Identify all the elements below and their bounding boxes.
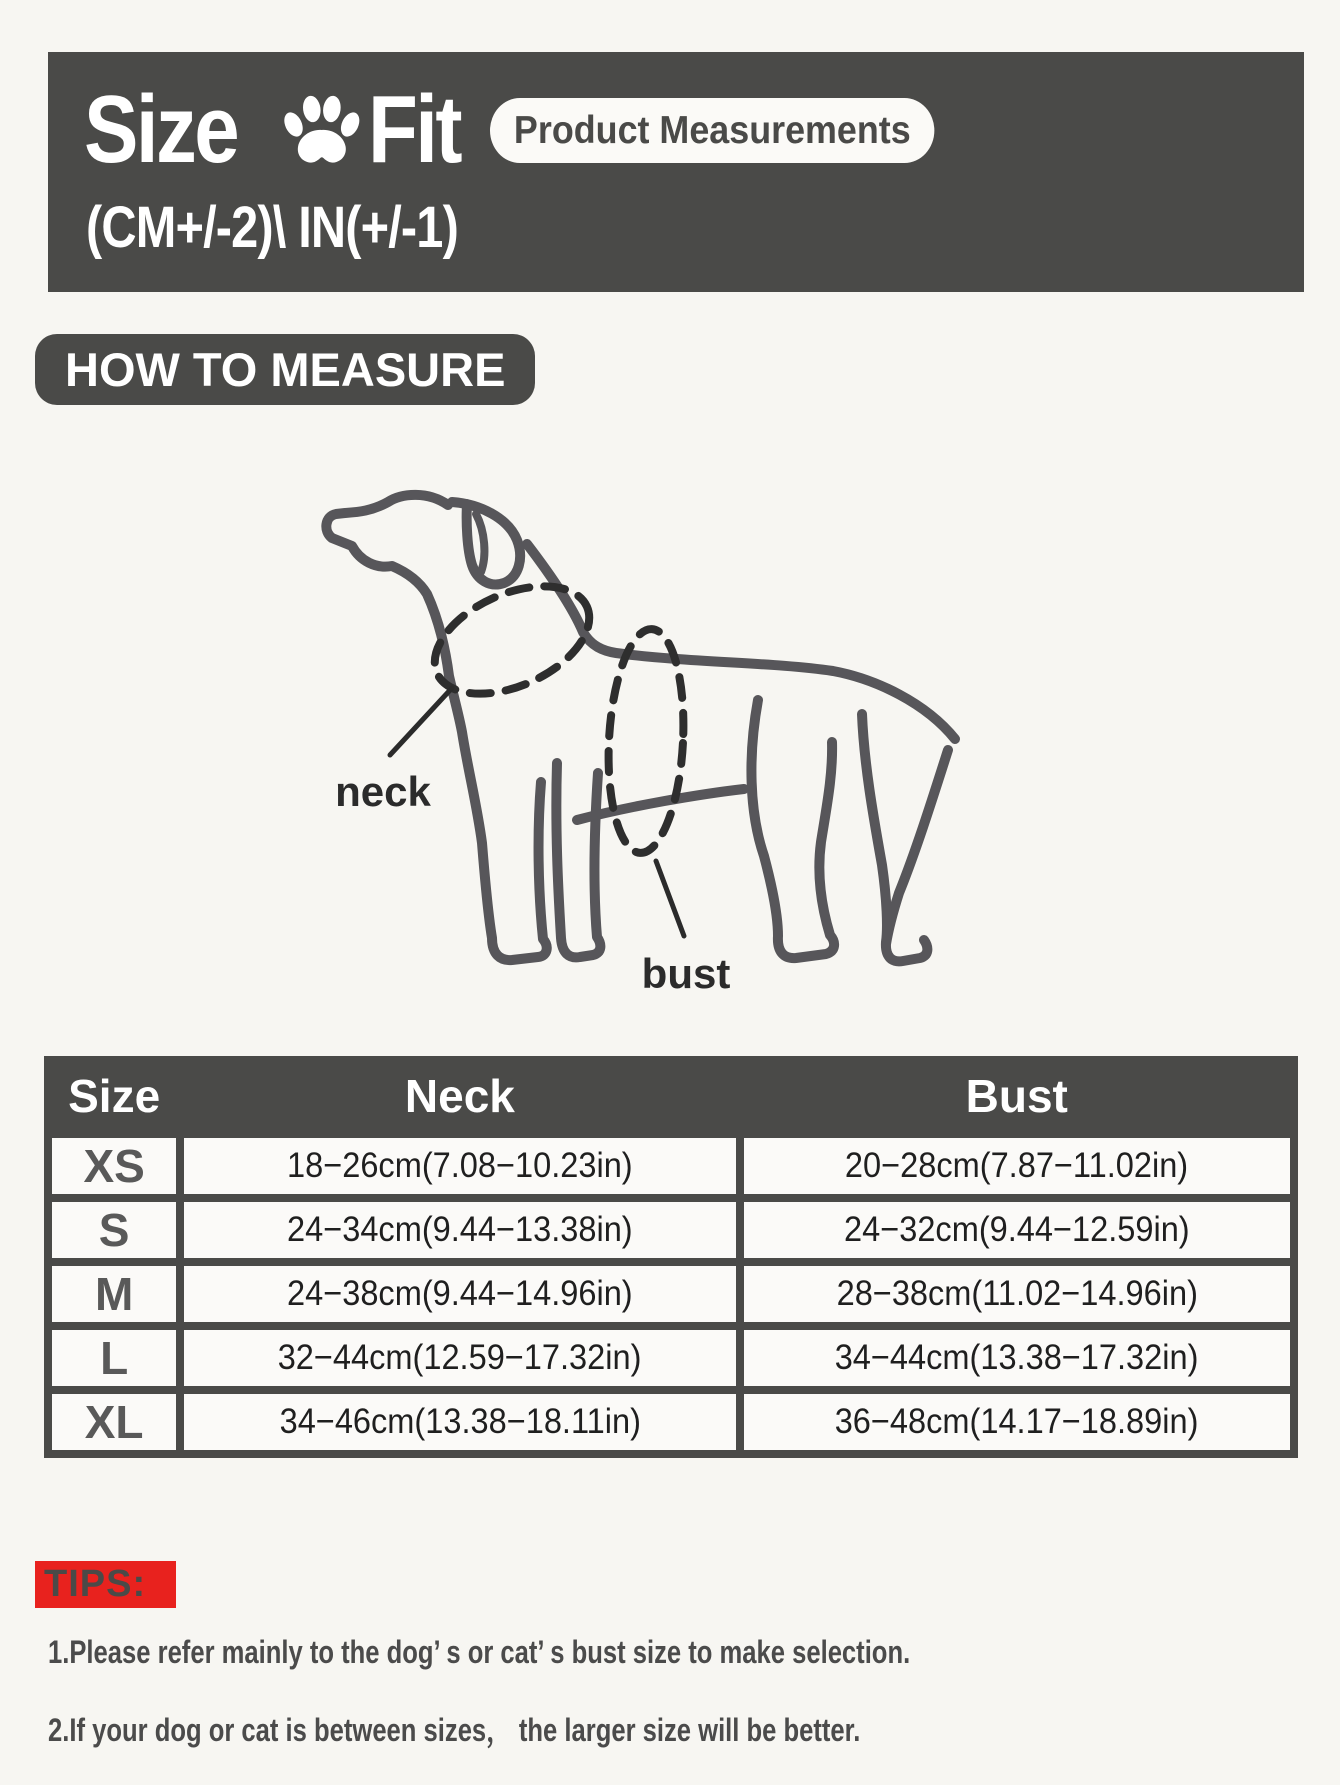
size-table [44, 1056, 1298, 1458]
title-fit: Fit [368, 76, 461, 183]
bust-pointer-line [656, 861, 684, 936]
paw-icon [274, 88, 366, 172]
product-measurements-badge: Product Measurements [490, 98, 935, 163]
size-row-l [48, 1326, 1294, 1390]
neck-pointer-line [390, 688, 452, 755]
neck-cell: 34−46cm(13.38−18.11in) [180, 1390, 739, 1454]
dog-near-hind-leg [751, 700, 834, 958]
size-row-xl [48, 1390, 1294, 1454]
dog-belly-line [577, 789, 744, 820]
title-size: Size [84, 76, 238, 183]
col-header-neck: Neck [180, 1060, 739, 1134]
tip-1: 1.Please refer mainly to the dog’ s or cat’ s bust size to make selection. [48, 1634, 911, 1670]
size-cell: M [48, 1262, 180, 1326]
dog-measure-diagram [285, 425, 965, 1015]
neck-cell: 24−38cm(9.44−14.96in) [180, 1262, 739, 1326]
bust-measure-ellipse [603, 627, 689, 855]
neck-label: neck [335, 768, 431, 815]
dog-far-front-leg [556, 763, 600, 957]
bust-cell: 36−48cm(14.17−18.89in) [740, 1390, 1294, 1454]
size-cell: XL [48, 1390, 180, 1454]
dog-ear-fold [476, 514, 484, 572]
bust-cell: 34−44cm(13.38−17.32in) [740, 1326, 1294, 1390]
bust-cell: 28−38cm(11.02−14.96in) [740, 1262, 1294, 1326]
tip-2: 2.If your dog or cat is between sizes， the larger size will be better. [48, 1712, 861, 1748]
size-row-xs [48, 1134, 1294, 1198]
bust-cell: 20−28cm(7.87−11.02in) [740, 1134, 1294, 1198]
size-cell: S [48, 1198, 180, 1262]
size-row-s [48, 1198, 1294, 1262]
neck-cell: 18−26cm(7.08−10.23in) [180, 1134, 739, 1198]
size-cell: XS [48, 1134, 180, 1198]
bust-label: bust [641, 950, 731, 997]
size-cell: L [48, 1326, 180, 1390]
neck-cell: 24−34cm(9.44−13.38in) [180, 1198, 739, 1262]
dog-head-outline [326, 495, 546, 960]
bust-cell: 24−32cm(9.44−12.59in) [740, 1198, 1294, 1262]
header-band [48, 52, 1304, 292]
dog-tail-under [886, 750, 948, 944]
how-to-measure-badge: HOW TO MEASURE [35, 334, 535, 405]
col-header-size: Size [48, 1060, 180, 1134]
table-header-row [48, 1060, 1294, 1134]
tolerance-note: (CM+/-2)\ IN(+/-1) [86, 195, 458, 260]
neck-cell: 32−44cm(12.59−17.32in) [180, 1326, 739, 1390]
dog-back-and-tail [527, 544, 955, 739]
title-row [84, 76, 974, 183]
size-row-m [48, 1262, 1294, 1326]
tips-label: TIPS: [35, 1561, 176, 1608]
col-header-bust: Bust [740, 1060, 1294, 1134]
